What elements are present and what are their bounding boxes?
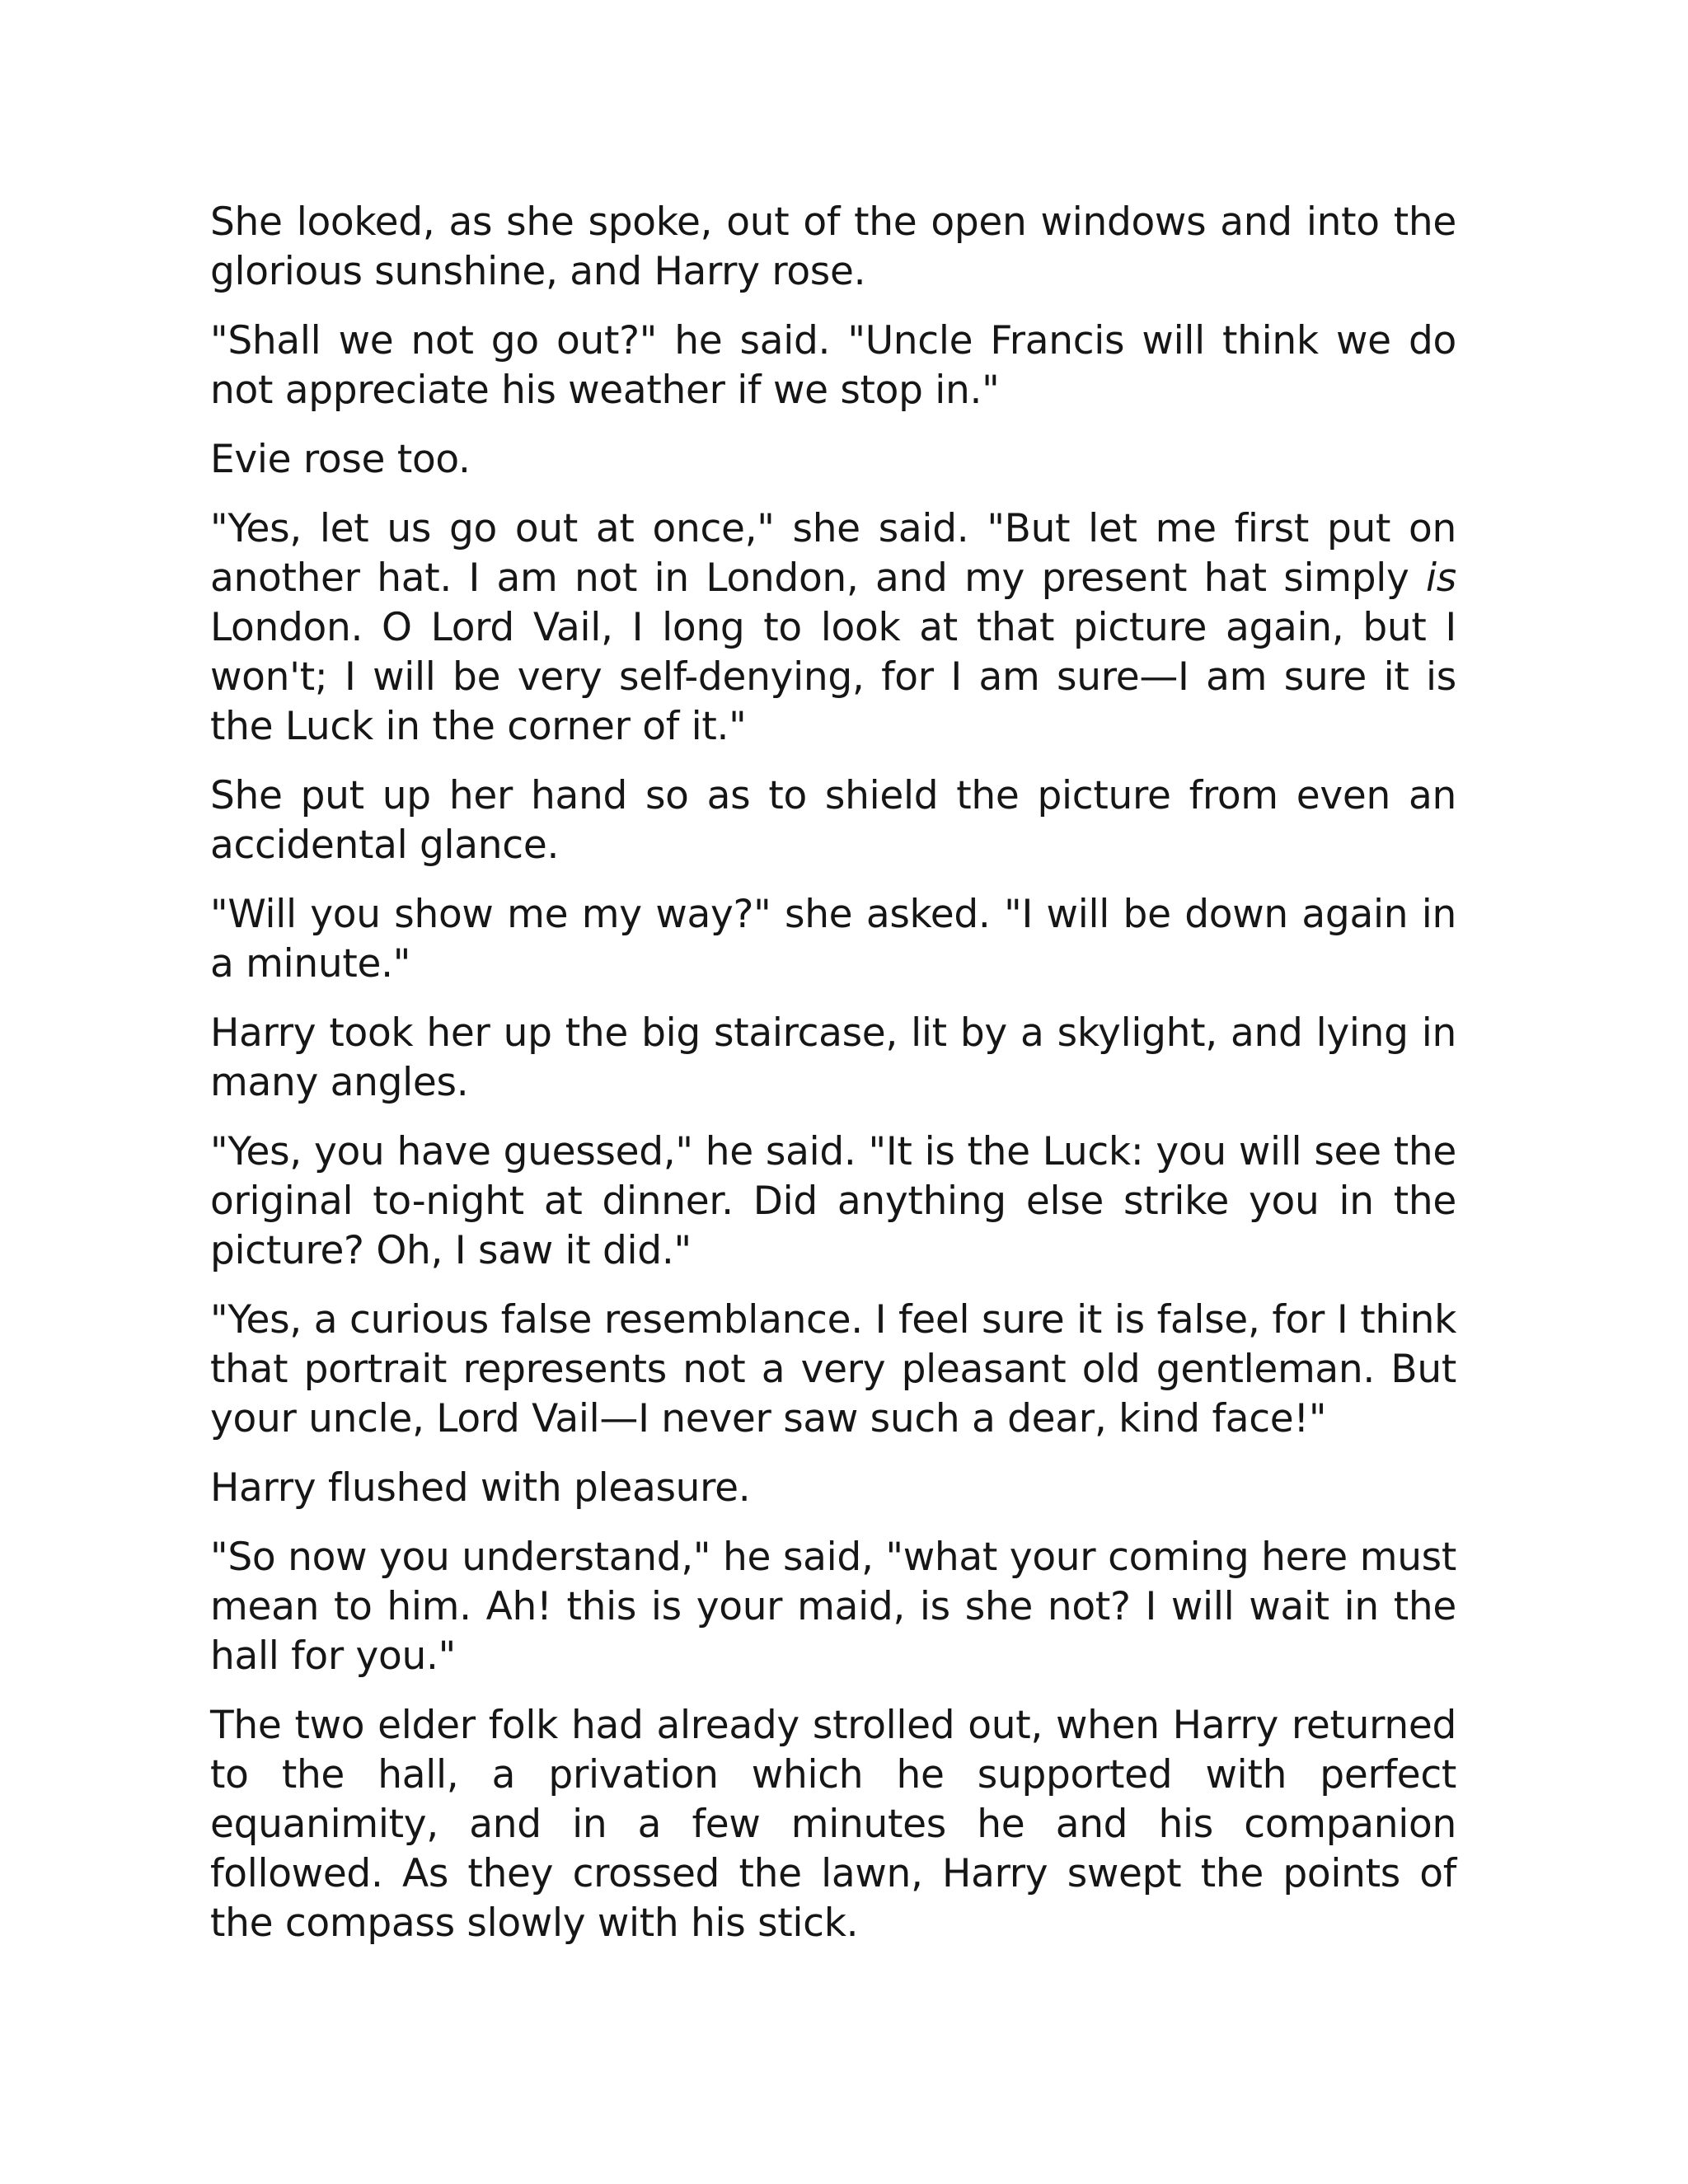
paragraph-1: She looked, as she spoke, out of the open windows and into the glorious sunshine, and Harry rose. (210, 199, 1456, 294)
paragraph-10: Harry flushed with pleasure. (210, 1465, 751, 1511)
paragraph-2: "Shall we not go out?" he said. "Uncle Francis will think we do not appreciate his weather if we stop in." (210, 318, 1456, 413)
paragraph-4-start: "Yes, let us go out at once," she said. "But let me first put on another hat. I am not in London, and my present hat simply (210, 506, 1456, 601)
paragraph-4-end: London. O Lord Vail, I long to look at that picture again, but I won't; I will be very self-denying, for I am sure—I am sure it is the Luck in the corner of it." (210, 605, 1456, 749)
paragraph-4 (210, 504, 1456, 752)
paragraph-3: Evie rose too. (210, 437, 471, 482)
paragraph-9: "Yes, a curious false resemblance. I feel sure it is false, for I think that portrait represents not a very pleasant old gentleman. But your uncle, Lord Vail—I never saw such a dear, kind face!" (210, 1297, 1456, 1441)
paragraph-8: "Yes, you have guessed," he said. "It is the Luck: you will see the original to-night at dinner. Did anything else strike you in the picture? Oh, I saw it did." (210, 1129, 1456, 1273)
paragraph-4-emphasis: is (1426, 555, 1456, 601)
paragraph-12: The two elder folk had already strolled out, when Harry returned to the hall, a privation which he supported with perfect equanimity, and in a few minutes he and his companion followed. As they crossed the lawn, Harry swept the points of the compass slowly with his stick. (210, 1703, 1456, 1946)
paragraph-5: She put up her hand so as to shield the picture from even an accidental glance. (210, 773, 1456, 868)
document-page (210, 198, 1456, 1968)
paragraph-6: "Will you show me my way?" she asked. "I will be down again in a minute." (210, 892, 1456, 987)
paragraph-11: "So now you understand," he said, "what your coming here must mean to him. Ah! this is your maid, is she not? I will wait in the hall for you." (210, 1535, 1456, 1679)
paragraph-7: Harry took her up the big staircase, lit by a skylight, and lying in many angles. (210, 1010, 1456, 1105)
